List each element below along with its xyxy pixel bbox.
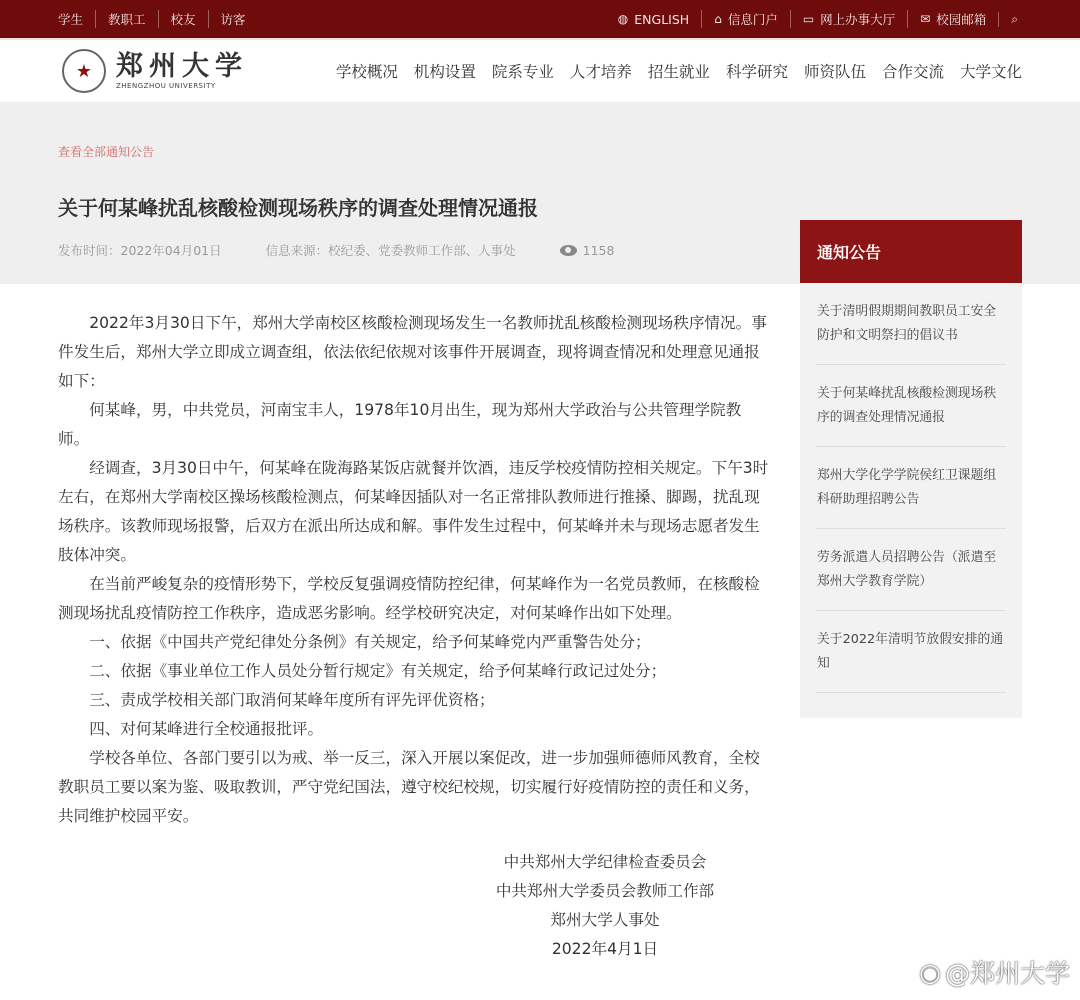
notice-item[interactable]: 关于何某峰扰乱核酸检测现场秩序的调查处理情况通报 bbox=[816, 365, 1006, 447]
nav-item[interactable]: 师资队伍 bbox=[803, 63, 866, 81]
notice-item[interactable]: 劳务派遣人员招聘公告（派遣至郑州大学教育学院） bbox=[816, 529, 1006, 611]
mail-label: 校园邮箱 bbox=[936, 12, 987, 27]
top-bar bbox=[0, 0, 1080, 38]
search-button[interactable] bbox=[998, 12, 1030, 27]
article-meta bbox=[58, 241, 658, 259]
university-logo[interactable] bbox=[62, 49, 248, 93]
notice-item[interactable]: 郑州大学化学学院侯红卫课题组科研助理招聘公告 bbox=[816, 447, 1006, 529]
paragraph: 三、责成学校相关部门取消何某峰年度所有评先评优资格； bbox=[89, 691, 495, 709]
mail-icon: ✉ bbox=[920, 12, 931, 26]
link-visitors[interactable]: 访客 bbox=[208, 10, 258, 28]
paragraph: 一、依据《中国共产党纪律处分条例》有关规定，给予何某峰党内严重警告处分； bbox=[89, 633, 651, 651]
link-portal[interactable] bbox=[701, 10, 790, 28]
paragraph: 2022年3月30日下午，郑州大学南校区核酸检测现场发生一名教师扰乱核酸检测现场秩序情况。事件发生后，郑州大学立即成立调查组，依法依纪依规对该事件开展调查，现将调查情况和处理意见通报如下： bbox=[58, 314, 767, 390]
monitor-icon: ▭ bbox=[802, 12, 815, 26]
paragraph: 四、对何某峰进行全校通报批评。 bbox=[89, 720, 324, 738]
signature-block bbox=[480, 848, 730, 964]
paragraph: 在当前严峻复杂的疫情形势下，学校反复强调疫情防控纪律，何某峰作为一名党员教师，在核酸检测现场扰乱疫情防控工作秩序，造成恶劣影响。经学校研究决定，对何某峰作出如下处理。 bbox=[58, 575, 760, 622]
watermark bbox=[919, 954, 1070, 990]
main-header bbox=[0, 38, 1080, 102]
signature-date: 2022年4月1日 bbox=[551, 940, 659, 958]
home-icon: ⌂ bbox=[714, 12, 722, 26]
watermark-text: @郑州大学 bbox=[944, 959, 1070, 988]
link-students[interactable]: 学生 bbox=[58, 12, 84, 27]
sidebar-title: 通知公告 bbox=[800, 220, 1022, 283]
hall-label: 网上办事大厅 bbox=[820, 12, 896, 27]
globe-icon: ◍ bbox=[617, 12, 629, 26]
info-source: 信息来源：校纪委、党委教师工作部、人事处 bbox=[265, 243, 516, 258]
nav-item[interactable]: 招生就业 bbox=[647, 63, 710, 81]
publish-date: 发布时间：2022年04月01日 bbox=[58, 243, 222, 258]
nav-item[interactable]: 科学研究 bbox=[725, 63, 788, 81]
signature-line: 郑州大学人事处 bbox=[550, 911, 660, 929]
paragraph: 何某峰，男，中共党员，河南宝丰人，1978年10月出生，现为郑州大学政治与公共管理学院教师。 bbox=[58, 401, 742, 448]
view-count: 1158 bbox=[582, 242, 615, 258]
link-service-hall[interactable] bbox=[790, 10, 907, 28]
signature-line: 中共郑州大学委员会教师工作部 bbox=[495, 882, 715, 900]
nav-item[interactable]: 学校概况 bbox=[335, 63, 398, 81]
link-english[interactable] bbox=[618, 12, 701, 27]
article-title: 关于何某峰扰乱核酸检测现场秩序的调查处理情况通报 bbox=[58, 196, 538, 220]
link-staff[interactable]: 教职工 bbox=[95, 10, 158, 28]
nav-item[interactable]: 机构设置 bbox=[413, 63, 476, 81]
search-icon: ⌕ bbox=[1011, 11, 1018, 26]
notice-item[interactable]: 关于清明假期期间教职员工安全防护和文明祭扫的倡议书 bbox=[816, 283, 1006, 365]
nav-item[interactable]: 院系专业 bbox=[491, 63, 554, 81]
paragraph: 二、依据《事业单位工作人员处分暂行规定》有关规定，给予何某峰行政记过处分； bbox=[89, 662, 667, 680]
link-alumni[interactable]: 校友 bbox=[158, 10, 208, 28]
eye-icon bbox=[560, 245, 577, 256]
signature-line: 中共郑州大学纪律检查委员会 bbox=[503, 853, 707, 871]
audience-links bbox=[58, 10, 258, 28]
main-nav bbox=[336, 60, 1022, 82]
article-body bbox=[58, 309, 772, 831]
seal-icon: ★ bbox=[62, 49, 106, 93]
notice-sidebar bbox=[800, 220, 1022, 718]
utility-links bbox=[618, 10, 1030, 28]
view-all-notices-link[interactable]: 查看全部通知公告 bbox=[58, 145, 155, 159]
nav-item[interactable]: 人才培养 bbox=[569, 63, 632, 81]
nav-item[interactable]: 大学文化 bbox=[959, 63, 1022, 81]
paragraph: 经调查，3月30日中午，何某峰在陇海路某饭店就餐并饮酒，违反学校疫情防控相关规定。下午3时左右，在郑州大学南校区操场核酸检测点，何某峰因插队对一名正常排队教师进行推搡、脚踢，扰乱现场秩序。该教师现场报警，后双方在派出所达成和解。事件发生过程中，何某峰并未与现场志愿者发生肢体冲突。 bbox=[58, 459, 769, 564]
logo-en: ZHENGZHOU UNIVERSITY bbox=[116, 82, 216, 90]
notice-item[interactable]: 关于2022年清明节放假安排的通知 bbox=[816, 611, 1006, 693]
nav-item[interactable]: 合作交流 bbox=[881, 63, 944, 81]
link-mail[interactable] bbox=[907, 10, 998, 28]
logo-cn: 郑州大学 bbox=[116, 51, 248, 82]
weibo-icon: ◉ bbox=[919, 957, 941, 987]
portal-label: 信息门户 bbox=[727, 12, 778, 27]
paragraph: 学校各单位、各部门要引以为戒、举一反三，深入开展以案促改，进一步加强师德师风教育，全校教职员工要以案为鉴、吸取教训，严守党纪国法，遵守校纪校规，切实履行好疫情防控的责任和义务，共同维护校园平安。 bbox=[58, 749, 760, 825]
english-label: ENGLISH bbox=[634, 11, 690, 27]
